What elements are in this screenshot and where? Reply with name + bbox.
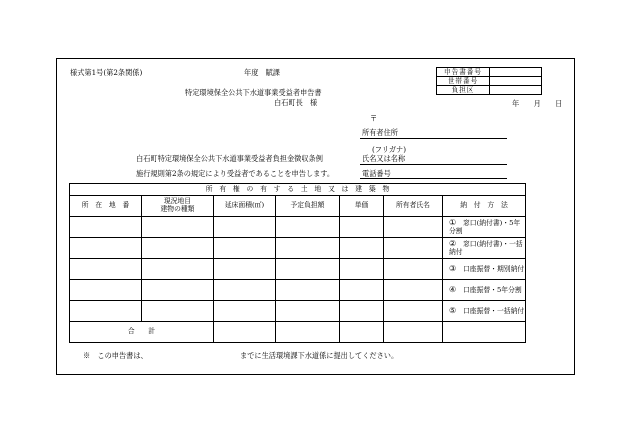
section-header-row — [70, 184, 526, 196]
cell-land-type[interactable] — [142, 259, 214, 280]
total-payment[interactable] — [443, 322, 526, 343]
application-number-field[interactable] — [490, 68, 542, 77]
cell-unit-price[interactable] — [340, 259, 384, 280]
form-number: 様式第1号(第2条関係) — [70, 68, 143, 77]
cell-owner-name[interactable] — [384, 280, 443, 301]
office-box-row — [437, 77, 542, 86]
cell-owner-name[interactable] — [384, 301, 443, 322]
address-underline[interactable] — [360, 138, 507, 139]
total-label: 合 計 — [70, 322, 214, 343]
payment-option-1[interactable]: ① 窓口(納付書)・5年分割 — [443, 217, 526, 238]
col-area: 延床面積(㎡) — [214, 196, 276, 217]
cell-planned-amount[interactable] — [276, 259, 340, 280]
charge-district-field[interactable] — [490, 86, 542, 95]
cell-land-type[interactable] — [142, 301, 214, 322]
cell-location[interactable] — [70, 301, 142, 322]
cell-location[interactable] — [70, 259, 142, 280]
cell-area[interactable] — [214, 280, 276, 301]
payment-option-4[interactable]: ④ 口座振替・5年分割 — [443, 280, 526, 301]
cell-unit-price[interactable] — [340, 280, 384, 301]
household-number-field[interactable] — [490, 77, 542, 86]
payment-option-2[interactable]: ② 窓口(納付書)・一括納付 — [443, 238, 526, 259]
date-label: 年 月 日 — [512, 99, 563, 108]
footer-note: ※ この申告書は、 — [83, 351, 148, 360]
cell-unit-price[interactable] — [340, 217, 384, 238]
furigana-label: (フリガナ) — [372, 145, 406, 154]
total-owner-name[interactable] — [384, 322, 443, 343]
cell-planned-amount[interactable] — [276, 238, 340, 259]
table-row — [70, 259, 526, 280]
office-box-row — [437, 68, 542, 77]
table-row — [70, 238, 526, 259]
cell-unit-price[interactable] — [340, 238, 384, 259]
cell-unit-price[interactable] — [340, 301, 384, 322]
col-land-type-line1: 現況地目 — [163, 197, 192, 206]
cell-area[interactable] — [214, 259, 276, 280]
cell-area[interactable] — [214, 217, 276, 238]
table-row — [70, 280, 526, 301]
cell-owner-name[interactable] — [384, 238, 443, 259]
application-number-label: 申告書番号 — [437, 68, 490, 77]
payment-option-3[interactable]: ③ 口座振替・期別納付 — [443, 259, 526, 280]
cell-location[interactable] — [70, 280, 142, 301]
col-land-type-line2: 建物の種類 — [160, 205, 195, 213]
col-location: 所 在 地 番 — [70, 196, 142, 217]
name-underline[interactable] — [360, 164, 507, 165]
col-unit-price: 単価 — [340, 196, 384, 217]
table-row — [70, 217, 526, 238]
cell-planned-amount[interactable] — [276, 217, 340, 238]
addressee: 白石町長 様 — [274, 98, 318, 107]
cell-planned-amount[interactable] — [276, 301, 340, 322]
owner-address-label: 所有者住所 — [362, 128, 398, 137]
cell-owner-name[interactable] — [384, 259, 443, 280]
total-unit-price[interactable] — [340, 322, 384, 343]
phone-label: 電話番号 — [362, 169, 391, 178]
cell-land-type[interactable] — [142, 217, 214, 238]
cell-area[interactable] — [214, 301, 276, 322]
footer-note-deadline: までに生活環境課下水道係に提出してください。 — [240, 351, 399, 360]
total-planned-amount[interactable] — [276, 322, 340, 343]
col-planned-amount: 予定負担額 — [276, 196, 340, 217]
declaration-line-2: 施行規則第2条の規定により受益者であることを申告します。 — [136, 169, 335, 178]
charge-district-label: 負担区 — [437, 86, 490, 95]
phone-underline[interactable] — [360, 178, 507, 179]
cell-area[interactable] — [214, 238, 276, 259]
col-payment: 納 付 方 法 — [443, 196, 526, 217]
cell-owner-name[interactable] — [384, 217, 443, 238]
form-title: 特定環境保全公共下水道事業受益者申告書 — [185, 88, 322, 97]
column-header-row — [70, 196, 526, 217]
fiscal-year-label: 年度 賦課 — [244, 68, 280, 77]
property-table — [69, 183, 526, 343]
col-owner-name: 所有者氏名 — [384, 196, 443, 217]
name-label: 氏名又は名称 — [362, 154, 406, 163]
total-row — [70, 322, 526, 343]
office-box-row — [437, 86, 542, 95]
cell-location[interactable] — [70, 238, 142, 259]
payment-option-5[interactable]: ⑤ 口座振替・一括納付 — [443, 301, 526, 322]
cell-land-type[interactable] — [142, 238, 214, 259]
declaration-line-1: 白石町特定環境保全公共下水道事業受益者負担金徴収条例 — [136, 154, 323, 163]
office-use-box — [436, 67, 542, 95]
postal-mark: 〒 — [370, 114, 378, 123]
col-land-type — [142, 196, 214, 217]
table-row — [70, 301, 526, 322]
cell-location[interactable] — [70, 217, 142, 238]
cell-planned-amount[interactable] — [276, 280, 340, 301]
cell-land-type[interactable] — [142, 280, 214, 301]
household-number-label: 世帯番号 — [437, 77, 490, 86]
section-header: 所 有 権 の 有 す る 土 地 又 は 建 築 物 — [70, 184, 526, 196]
total-area[interactable] — [214, 322, 276, 343]
